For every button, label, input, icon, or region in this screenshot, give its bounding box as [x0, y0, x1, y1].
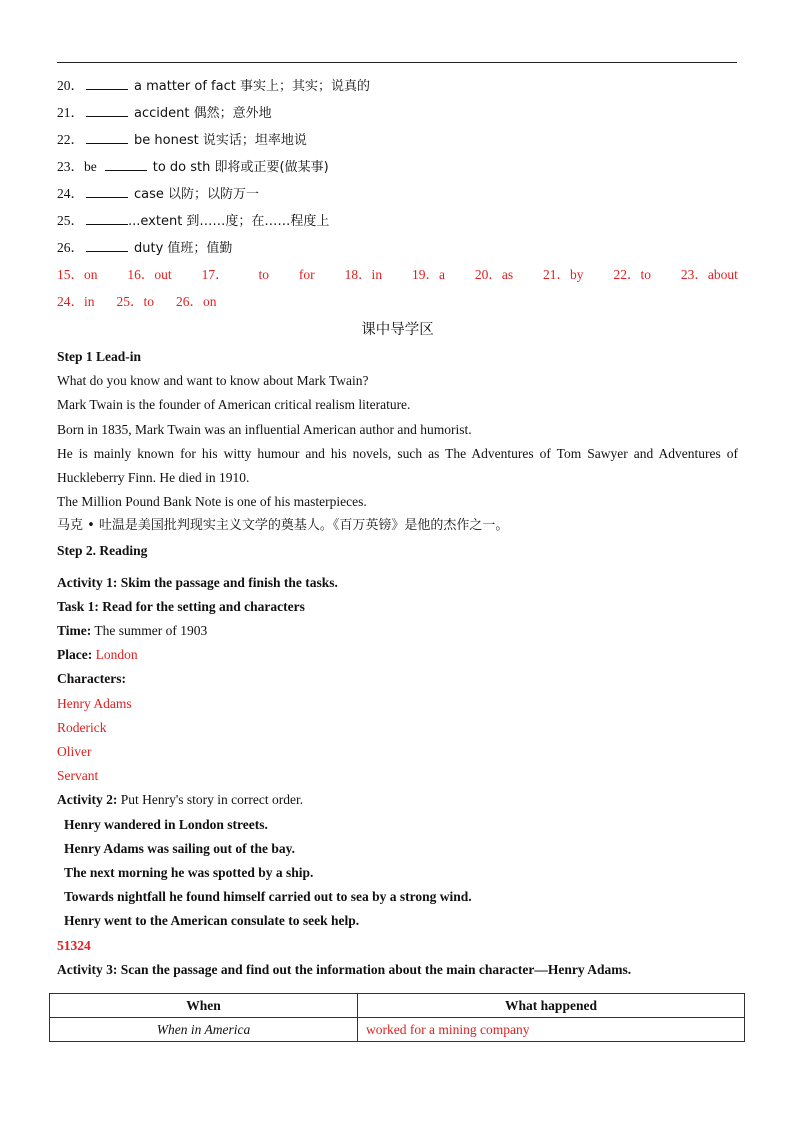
header-rule — [57, 62, 737, 63]
vocab-item: 26． duty 值班；值勤 — [57, 234, 738, 261]
activity-1-title: Activity 1: Skim the passage and finish the tasks. — [57, 574, 338, 590]
activity-2-line: Activity 2: Put Henry's story in correct order. — [57, 792, 304, 808]
paragraph: Mark Twain is the founder of American critical realism literature. — [57, 397, 411, 413]
paragraph-chinese: 马克 • 吐温是美国批判现实主义文学的奠基人。《百万英镑》是他的杰作之一。 — [57, 518, 509, 534]
answer-blank[interactable] — [86, 208, 128, 225]
table-cell: worked for a mining company — [358, 1018, 745, 1042]
event-item: Henry went to the American consulate to seek help. — [64, 913, 360, 929]
answer-blank[interactable] — [86, 100, 128, 117]
answer-blank[interactable] — [86, 235, 128, 252]
time-line: Time: The summer of 1903 — [57, 623, 208, 639]
table-header-row — [50, 994, 745, 1018]
vocab-item: 22． be honest 说实话；坦率地说 — [57, 126, 738, 153]
event-item: Henry Adams was sailing out of the bay. — [64, 840, 296, 856]
paragraph: What do you know and want to know about Mark Twain? — [57, 373, 369, 389]
answer-blank[interactable] — [86, 127, 128, 144]
place-line: Place: London — [57, 647, 138, 663]
vocab-item: 25． ...extent 到……度；在……程度上 — [57, 207, 738, 234]
answer-key-row: 15．on 16．out 17． to for 18．in 19．a 20．as 21．by 22．to 23．about — [57, 267, 738, 282]
activity-3-title: Activity 3: Scan the passage and find out the information about the main character—Henry Adams. — [57, 961, 632, 977]
vocab-item: 23．be to do sth 即将或正要(做某事) — [57, 153, 738, 180]
character-item: Servant — [57, 768, 99, 784]
table-header: What happened — [358, 994, 745, 1018]
table-header: When — [50, 994, 358, 1018]
paragraph: Born in 1835, Mark Twain was an influential American author and humorist. — [57, 421, 472, 437]
info-table — [49, 993, 745, 1042]
character-item: Roderick — [57, 719, 107, 735]
characters-label: Characters: — [57, 671, 126, 687]
step1-title: Step 1 Lead-in — [57, 349, 142, 364]
document-page — [57, 72, 738, 982]
event-item: Towards nightfall he found himself carried out to sea by a strong wind. — [64, 889, 472, 905]
answer-blank[interactable] — [86, 181, 128, 198]
answer-blank[interactable] — [86, 73, 128, 90]
answer-key-row: 24．in 25．to 26．on — [57, 294, 217, 309]
order-answer: 51324 — [57, 937, 91, 953]
paragraph: The Million Pound Bank Note is one of his masterpieces. — [57, 494, 367, 510]
paragraph: Huckleberry Finn. He died in 1910. — [57, 469, 250, 485]
table-cell: When in America — [50, 1018, 358, 1042]
vocab-item: 24． case 以防；以防万一 — [57, 180, 738, 207]
event-item: Henry wandered in London streets. — [64, 816, 268, 832]
character-item: Oliver — [57, 744, 92, 759]
paragraph: He is mainly known for his witty humour and his novels, such as The Adventures of Tom Sawyer and Adventures of — [57, 445, 738, 461]
character-item: Henry Adams — [57, 695, 132, 711]
event-item: The next morning he was spotted by a ship. — [64, 864, 314, 880]
table-row — [50, 1018, 745, 1042]
step2-title: Step 2. Reading — [57, 542, 148, 558]
task-1-title: Task 1: Read for the setting and characters — [57, 598, 305, 614]
section-title: 课中导学区 — [361, 322, 434, 338]
answer-blank[interactable] — [105, 154, 147, 171]
vocab-item: 20． a matter of fact 事实上；其实；说真的 — [57, 72, 738, 99]
vocab-item: 21． accident 偶然；意外地 — [57, 99, 738, 126]
